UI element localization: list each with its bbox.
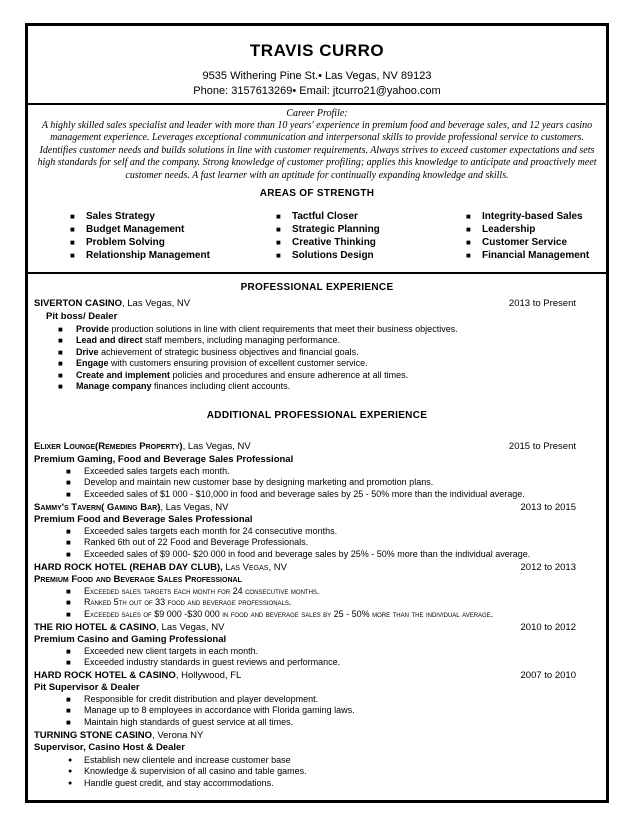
job-bullets bbox=[66, 526, 530, 560]
employer-location: , Las Vegas, NV bbox=[182, 441, 251, 452]
strength-item: ■ Customer Service bbox=[466, 236, 589, 249]
job-dates: 2010 to 2012 bbox=[520, 622, 576, 633]
bullet-item: ■ Drive achievement of strategic business objectives and financial goals. bbox=[58, 347, 458, 358]
bullet-item: ● Handle guest credit, and stay accommodations. bbox=[66, 778, 307, 789]
employer-location: Las Vegas, NV bbox=[222, 562, 287, 573]
address-line: 9535 Withering Pine St.• Las Vegas, NV 89123 bbox=[202, 70, 432, 82]
bullet-item: ■ Create and implement policies and procedures and ensure adherence at all times. bbox=[58, 370, 458, 381]
employer-name: HARD ROCK HOTEL (REHAB DAY CLUB), bbox=[34, 562, 223, 573]
bullet-item: ● Establish new clientele and increase customer base bbox=[66, 755, 307, 766]
bullet-item: ■ Manage up to 8 employees in accordance with Florida gaming laws. bbox=[66, 705, 355, 716]
bullet-item: ■ Exceeded sales targets each month for 24 consecutive months. bbox=[66, 526, 530, 537]
strengths-col-2 bbox=[276, 210, 380, 262]
professional-title: PROFESSIONAL EXPERIENCE bbox=[240, 282, 394, 293]
job-bullets bbox=[66, 586, 493, 620]
employer-name: TURNING STONE CASINO bbox=[34, 730, 153, 741]
strength-item: ■ Integrity-based Sales bbox=[466, 210, 589, 223]
employer-location: , Las Vegas, NV bbox=[156, 622, 225, 633]
bullet-item: ■ Provide production solutions in line with client requirements that meet their business objectives. bbox=[58, 324, 458, 335]
employer-location: , Las Vegas, NV bbox=[121, 298, 191, 309]
job-employer-line bbox=[34, 730, 203, 741]
header-divider bbox=[28, 103, 606, 105]
bullet-item: ■ Exceeded sales of $9 000 -$30 000 in food and beverage sales by 25 - 50% more than the individual average. bbox=[66, 609, 493, 620]
strengths-title: AREAS OF STRENGTH bbox=[259, 188, 375, 199]
job-role: Pit Supervisor & Dealer bbox=[34, 682, 140, 693]
resume-page bbox=[25, 23, 609, 803]
profile-text: A highly skilled sales specialist and leader with more than 10 years' experience in premium food and beverage sales, and 12 years casino management experience. Leverages exceptional communication and interpersonal skills to provide professional service to customers. Identifies customer needs and builds solutions in line with customer requirements. Always strives to exceed customer expectations and sets high standards for self and the company. Strong knowledge of customer profiling; applies this knowledge to anticipate and proactively meet customer needs. A fast learner with an aptitude for continually expanding knowledge and skills. bbox=[37, 120, 597, 181]
bullet-item: ■ Exceeded sales of $1 000 - $10,000 in food and beverage sales by 25 - 50% more than the individual average. bbox=[66, 489, 525, 500]
job-role: Premium Gaming, Food and Beverage Sales Professional bbox=[34, 454, 294, 465]
job-employer-line bbox=[34, 502, 229, 513]
job-bullets bbox=[66, 694, 355, 728]
strength-item: ■ Financial Management bbox=[466, 249, 589, 262]
job-role: Premium Food and Beverage Sales Professional bbox=[34, 514, 253, 525]
professional-bullets bbox=[58, 324, 458, 392]
professional-employer-line bbox=[34, 298, 190, 309]
job-role: Premium Food and Beverage Sales Professional bbox=[34, 574, 242, 585]
job-bullets bbox=[66, 755, 307, 789]
bullet-item: ■ Exceeded industry standards in guest reviews and performance. bbox=[66, 657, 340, 668]
bullet-item: ■ Develop and maintain new customer base by designing marketing and promotion plans. bbox=[66, 477, 525, 488]
employer-name: SIVERTON CASINO bbox=[34, 298, 122, 309]
strength-item: ■ Strategic Planning bbox=[276, 223, 380, 236]
bullet-item: ■ Lead and direct staff members, including managing performance. bbox=[58, 335, 458, 346]
bullet-item: ■ Responsible for credit distribution and player development. bbox=[66, 694, 355, 705]
strength-item: ■ Tactful Closer bbox=[276, 210, 380, 223]
additional-title: ADDITIONAL PROFESSIONAL EXPERIENCE bbox=[206, 410, 428, 421]
bullet-item: ■ Ranked 6th out of 22 Food and Beverage Professionals. bbox=[66, 537, 530, 548]
strength-item: ■ Problem Solving bbox=[70, 236, 210, 249]
bullet-item: ■ Exceeded sales targets each month. bbox=[66, 466, 525, 477]
employer-location: , Hollywood, FL bbox=[175, 670, 242, 681]
bullet-item: ■ Engage with customers ensuring provision of excellent customer service. bbox=[58, 358, 458, 369]
bullet-item: ■ Manage company finances including client accounts. bbox=[58, 381, 458, 392]
strength-item: ■ Solutions Design bbox=[276, 249, 380, 262]
bullet-item: ■ Ranked 5th out of 33 food and beverage professionals. bbox=[66, 597, 493, 608]
job-role: Supervisor, Casino Host & Dealer bbox=[34, 742, 185, 753]
bullet-item: ■ Exceeded new client targets in each month. bbox=[66, 646, 340, 657]
employer-name: Elixer Lounge(Remedies Property) bbox=[34, 441, 183, 452]
strength-item: ■ Budget Management bbox=[70, 223, 210, 236]
job-role: Premium Casino and Gaming Professional bbox=[34, 634, 227, 645]
job-dates: 2012 to 2013 bbox=[520, 562, 576, 573]
employer-name: HARD ROCK HOTEL & CASINO bbox=[34, 670, 176, 681]
employer-name: THE RIO HOTEL & CASINO bbox=[34, 622, 157, 633]
bullet-item: ■ Exceeded sales targets each month for 24 consecutive months. bbox=[66, 586, 493, 597]
job-bullets bbox=[66, 646, 340, 669]
employer-location: , Verona NY bbox=[152, 730, 204, 741]
profile-title: Career Profile: bbox=[286, 108, 348, 119]
strengths-col-3 bbox=[466, 210, 589, 262]
job-bullets bbox=[66, 466, 525, 500]
professional-dates: 2013 to Present bbox=[508, 298, 576, 309]
last-name: CURRO bbox=[319, 41, 385, 60]
employer-location: , Las Vegas, NV bbox=[160, 502, 229, 513]
resume-name bbox=[28, 41, 606, 61]
bullet-item: ● Knowledge & supervision of all casino and table games. bbox=[66, 766, 307, 777]
job-employer-line bbox=[34, 562, 287, 573]
bullet-item: ■ Exceeded sales of $9 000- $20 000 in food and beverage sales by 25% - 50% more than the individual average. bbox=[66, 549, 530, 560]
employer-name: Sammy's Tavern( Gaming Bar) bbox=[34, 502, 161, 513]
job-dates: 2013 to 2015 bbox=[520, 502, 576, 513]
strength-item: ■ Sales Strategy bbox=[70, 210, 210, 223]
job-employer-line bbox=[34, 441, 251, 452]
strength-item: ■ Leadership bbox=[466, 223, 589, 236]
job-dates: 2015 to Present bbox=[508, 441, 576, 452]
job-dates: 2007 to 2010 bbox=[520, 670, 576, 681]
strength-item: ■ Creative Thinking bbox=[276, 236, 380, 249]
phone-email-line: Phone: 3157613269• Email: jtcurro21@yahoo.com bbox=[193, 85, 441, 97]
professional-role: Pit boss/ Dealer bbox=[46, 311, 118, 322]
strengths-divider bbox=[28, 272, 606, 274]
bullet-item: ■ Maintain high standards of guest service at all times. bbox=[66, 717, 355, 728]
strength-item: ■ Relationship Management bbox=[70, 249, 210, 262]
strengths-col-1 bbox=[70, 210, 210, 262]
job-employer-line bbox=[34, 670, 241, 681]
job-employer-line bbox=[34, 622, 224, 633]
first-name: TRAVIS bbox=[249, 41, 314, 60]
